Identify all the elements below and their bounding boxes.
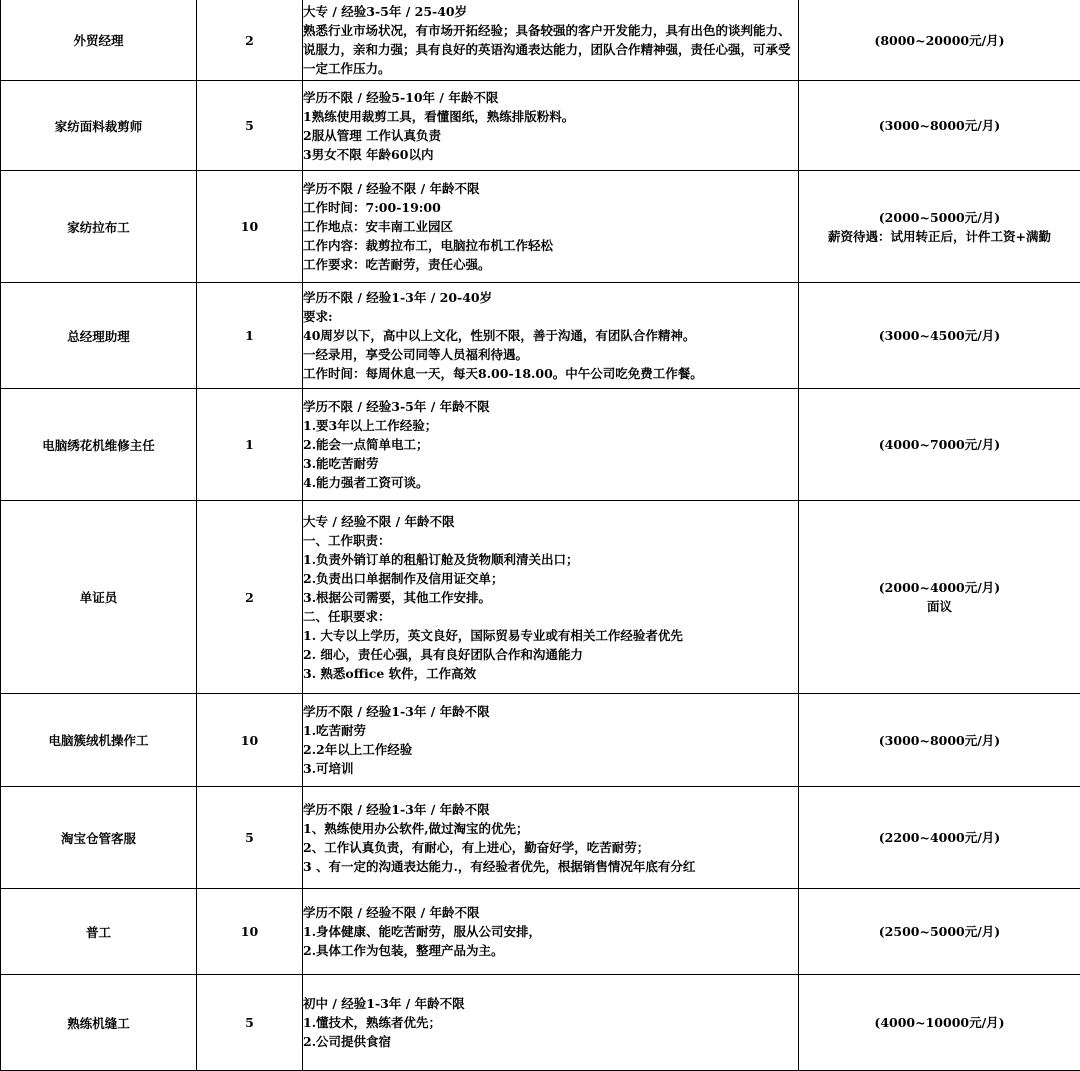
requirement-line: 3.根据公司需要，其他工作安排。 bbox=[303, 588, 798, 607]
table-row bbox=[1, 975, 1080, 1071]
requirement-line: 工作时间：7:00-19:00 bbox=[303, 198, 798, 217]
requirement-line: 学历不限 / 经验1-3年 / 年龄不限 bbox=[303, 702, 798, 721]
table-row bbox=[1, 283, 1080, 389]
table-row bbox=[1, 694, 1080, 787]
salary-line: (3000~8000元/月) bbox=[799, 731, 1080, 750]
requirement-line: 2.2年以上工作经验 bbox=[303, 740, 798, 759]
requirement-line: 学历不限 / 经验5-10年 / 年龄不限 bbox=[303, 88, 798, 107]
salary-line: (4000~10000元/月) bbox=[799, 1013, 1080, 1032]
requirement-line: 初中 / 经验1-3年 / 年龄不限 bbox=[303, 994, 798, 1013]
salary bbox=[799, 889, 1080, 975]
headcount: 5 bbox=[197, 81, 303, 171]
salary-line: (3000~8000元/月) bbox=[799, 116, 1080, 135]
headcount: 10 bbox=[197, 171, 303, 283]
requirement-line: 4.能力强者工资可谈。 bbox=[303, 473, 798, 492]
job-requirements bbox=[303, 171, 799, 283]
salary-line: (2000~5000元/月) bbox=[799, 208, 1080, 227]
requirement-line: 2.公司提供食宿 bbox=[303, 1032, 798, 1051]
requirement-line: 1.吃苦耐劳 bbox=[303, 721, 798, 740]
job-requirements bbox=[303, 975, 799, 1071]
table-row bbox=[1, 889, 1080, 975]
table-row bbox=[1, 81, 1080, 171]
headcount: 5 bbox=[197, 787, 303, 889]
salary bbox=[799, 787, 1080, 889]
requirement-line: 1.懂技术，熟练者优先； bbox=[303, 1013, 798, 1032]
requirement-line: 1、熟练使用办公软件,做过淘宝的优先； bbox=[303, 819, 798, 838]
requirement-line: 学历不限 / 经验1-3年 / 20-40岁 bbox=[303, 288, 798, 307]
salary bbox=[799, 0, 1080, 81]
requirement-line: 熟悉行业市场状况，有市场开拓经验；具备较强的客户开发能力，具有出色的谈判能力、说服力，亲和力强；具有良好的英语沟通表达能力，团队合作精神强，责任心强，可承受一定工作压力。 bbox=[303, 21, 798, 78]
job-requirements bbox=[303, 694, 799, 787]
requirement-line: 学历不限 / 经验3-5年 / 年龄不限 bbox=[303, 397, 798, 416]
job-title: 电脑簇绒机操作工 bbox=[1, 694, 197, 787]
requirement-line: 1. 大专以上学历，英文良好，国际贸易专业或有相关工作经验者优先 bbox=[303, 626, 798, 645]
requirement-line: 大专 / 经验不限 / 年龄不限 bbox=[303, 512, 798, 531]
table-row bbox=[1, 171, 1080, 283]
salary-note: 面议 bbox=[799, 597, 1080, 616]
salary bbox=[799, 81, 1080, 171]
requirement-line: 工作地点：安丰南工业园区 bbox=[303, 217, 798, 236]
requirement-line: 一、工作职责： bbox=[303, 531, 798, 550]
salary bbox=[799, 171, 1080, 283]
requirement-line: 1.身体健康、能吃苦耐劳，服从公司安排， bbox=[303, 922, 798, 941]
requirement-line: 40周岁以下，高中以上文化，性别不限，善于沟通，有团队合作精神。 bbox=[303, 326, 798, 345]
requirement-line: 学历不限 / 经验不限 / 年龄不限 bbox=[303, 903, 798, 922]
requirement-line: 2、工作认真负责，有耐心，有上进心，勤奋好学，吃苦耐劳； bbox=[303, 838, 798, 857]
requirement-line: 大专 / 经验3-5年 / 25-40岁 bbox=[303, 2, 798, 21]
requirement-line: 工作要求：吃苦耐劳，责任心强。 bbox=[303, 255, 798, 274]
table-row bbox=[1, 389, 1080, 501]
job-requirements bbox=[303, 889, 799, 975]
requirement-line: 工作时间：每周休息一天，每天8.00-18.00。中午公司吃免费工作餐。 bbox=[303, 364, 798, 383]
job-title: 淘宝仓管客服 bbox=[1, 787, 197, 889]
requirement-line: 工作内容：裁剪拉布工，电脑拉布机工作轻松 bbox=[303, 236, 798, 255]
requirement-line: 1熟练使用裁剪工具，看懂图纸，熟练排版粉料。 bbox=[303, 107, 798, 126]
headcount: 2 bbox=[197, 0, 303, 81]
salary bbox=[799, 975, 1080, 1071]
requirement-line: 2.能会一点简单电工； bbox=[303, 435, 798, 454]
salary bbox=[799, 694, 1080, 787]
job-title: 熟练机缝工 bbox=[1, 975, 197, 1071]
salary bbox=[799, 283, 1080, 389]
job-title: 总经理助理 bbox=[1, 283, 197, 389]
job-title: 电脑绣花机维修主任 bbox=[1, 389, 197, 501]
job-requirements bbox=[303, 389, 799, 501]
requirement-line: 2.具体工作为包装，整理产品为主。 bbox=[303, 941, 798, 960]
requirement-line: 3.可培训 bbox=[303, 759, 798, 778]
job-table-body bbox=[1, 0, 1080, 1071]
requirement-line: 2.负责出口单据制作及信用证交单； bbox=[303, 569, 798, 588]
table-row bbox=[1, 501, 1080, 694]
requirement-line: 3男女不限 年龄60以内 bbox=[303, 145, 798, 164]
job-title: 家纺面料裁剪师 bbox=[1, 81, 197, 171]
requirement-line: 2. 细心，责任心强，具有良好团队合作和沟通能力 bbox=[303, 645, 798, 664]
requirement-line: 要求: bbox=[303, 307, 798, 326]
job-requirements bbox=[303, 0, 799, 81]
salary bbox=[799, 501, 1080, 694]
salary-line: (3000~4500元/月) bbox=[799, 326, 1080, 345]
salary-line: (2500~5000元/月) bbox=[799, 922, 1080, 941]
requirement-line: 3. 熟悉office 软件，工作高效 bbox=[303, 664, 798, 683]
job-requirements bbox=[303, 501, 799, 694]
headcount: 1 bbox=[197, 389, 303, 501]
job-title: 外贸经理 bbox=[1, 0, 197, 81]
requirement-line: 3.能吃苦耐劳 bbox=[303, 454, 798, 473]
headcount: 2 bbox=[197, 501, 303, 694]
job-requirements bbox=[303, 81, 799, 171]
job-requirements bbox=[303, 787, 799, 889]
headcount: 10 bbox=[197, 889, 303, 975]
table-row bbox=[1, 0, 1080, 81]
job-title: 普工 bbox=[1, 889, 197, 975]
job-title: 家纺拉布工 bbox=[1, 171, 197, 283]
requirement-line: 学历不限 / 经验不限 / 年龄不限 bbox=[303, 179, 798, 198]
headcount: 5 bbox=[197, 975, 303, 1071]
requirement-line: 1.要3年以上工作经验； bbox=[303, 416, 798, 435]
requirement-line: 学历不限 / 经验1-3年 / 年龄不限 bbox=[303, 800, 798, 819]
job-requirements bbox=[303, 283, 799, 389]
salary-note: 薪资待遇：试用转正后，计件工资+满勤 bbox=[799, 227, 1080, 246]
requirement-line: 二、任职要求： bbox=[303, 607, 798, 626]
requirement-line: 1.负责外销订单的租船订舱及货物顺利清关出口； bbox=[303, 550, 798, 569]
table-row bbox=[1, 787, 1080, 889]
salary bbox=[799, 389, 1080, 501]
salary-line: (4000~7000元/月) bbox=[799, 435, 1080, 454]
salary-line: (8000~20000元/月) bbox=[799, 31, 1080, 50]
job-title: 单证员 bbox=[1, 501, 197, 694]
requirement-line: 2服从管理 工作认真负责 bbox=[303, 126, 798, 145]
headcount: 10 bbox=[197, 694, 303, 787]
requirement-line: 3 、有一定的沟通表达能力.，有经验者优先，根据销售情况年底有分红 bbox=[303, 857, 798, 876]
salary-line: (2200~4000元/月) bbox=[799, 828, 1080, 847]
requirement-line: 一经录用，享受公司同等人员福利待遇。 bbox=[303, 345, 798, 364]
headcount: 1 bbox=[197, 283, 303, 389]
salary-line: (2000~4000元/月) bbox=[799, 578, 1080, 597]
